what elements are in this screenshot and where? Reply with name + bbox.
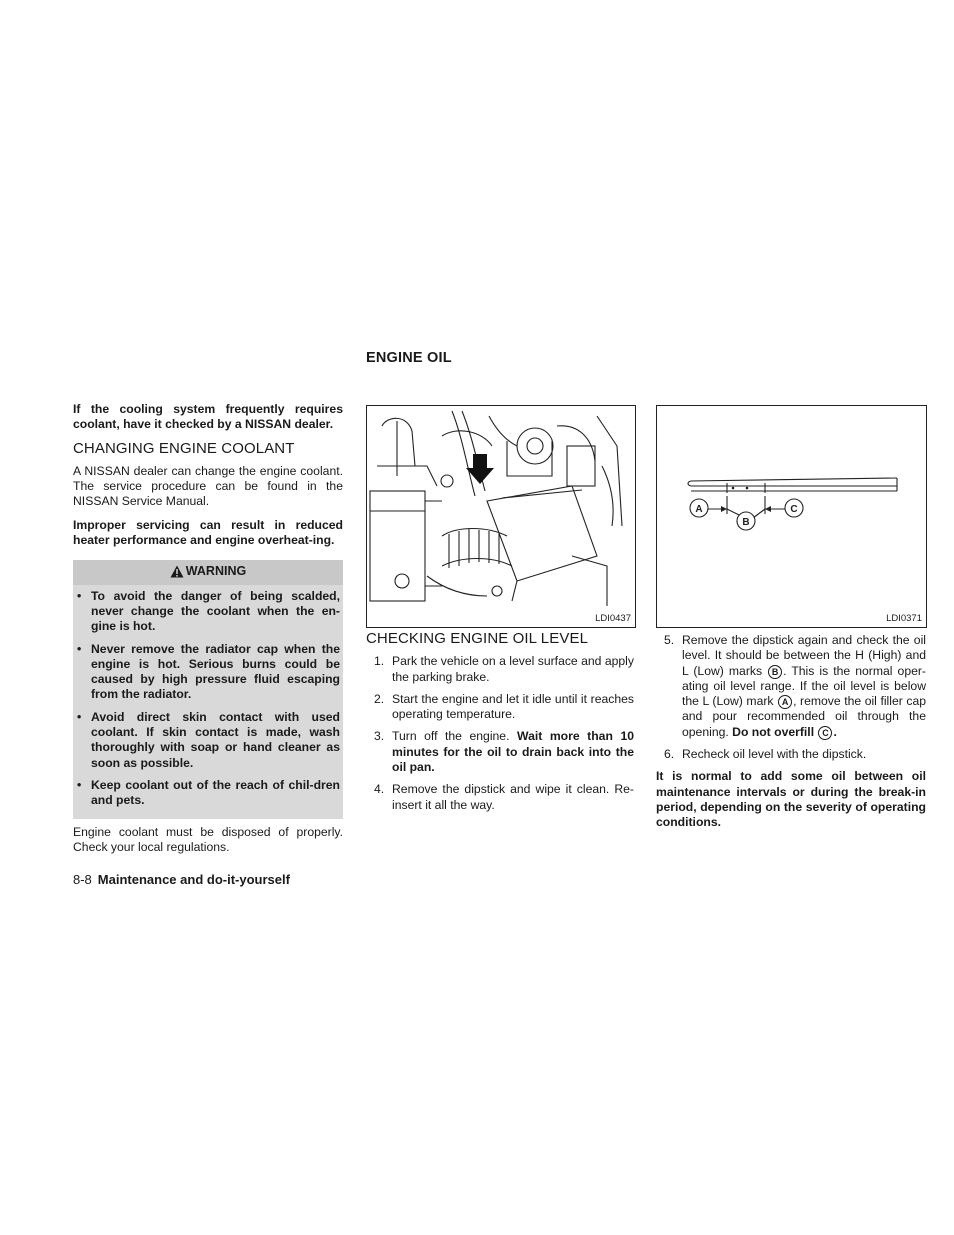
warning-bullet: • To avoid the danger of being scalded, never change the coolant when the en-gine is hot.	[77, 588, 340, 634]
right-column	[656, 633, 926, 839]
engine-oil-heading: ENGINE OIL	[366, 350, 452, 366]
improper-servicing-note: Improper servicing can result in reduced heater performance and engine overheat-ing.	[73, 517, 343, 548]
list-item: 5. Remove the dipstick again and check the oil level. It should be between the H (High) and L (Low) marks B . This is the normal oper-ating oil level range. If the oil level is below the L (Low) mark A , remove the oil filler cap and pour recommended oil through the opening. Do not overfill C .	[664, 633, 926, 739]
coolant-dealer-note: If the cooling system frequently requires coolant, have it checked by a NISSAN dealer.	[73, 402, 343, 432]
warning-bullet: • Avoid direct skin contact with used coolant. If skin contact is made, wash thoroughly with soap or hand cleaner as soon as possible.	[77, 709, 340, 770]
bullet-dot: •	[77, 588, 82, 603]
mark-c-icon: C	[818, 726, 832, 740]
figure-code-dipstick: LDI0371	[886, 613, 922, 624]
list-item: 1. Park the vehicle on a level surface and apply the parking brake.	[374, 654, 634, 684]
bullet-dot: •	[77, 641, 82, 656]
warning-triangle-icon	[170, 565, 184, 578]
list-item: 4. Remove the dipstick and wipe it clean. Re-insert it all the way.	[374, 782, 634, 812]
dipstick-label-c: C	[790, 504, 798, 515]
dipstick-illustration	[657, 406, 926, 556]
bullet-dot: •	[77, 777, 82, 792]
warning-title-text: WARNING	[185, 564, 247, 579]
oil-check-steps-continued	[656, 633, 926, 762]
dipstick-figure	[656, 405, 927, 628]
warning-box	[73, 560, 343, 818]
location-arrow-icon	[466, 454, 494, 484]
checking-oil-heading: CHECKING ENGINE OIL LEVEL	[366, 630, 589, 647]
engine-bay-figure	[366, 405, 636, 628]
break-in-oil-note: It is normal to add some oil between oil maintenance intervals or during the break-in period, depending on the severity of operating conditions.	[656, 769, 926, 830]
coolant-disposal-paragraph: Engine coolant must be disposed of properly. Check your local regulations.	[73, 824, 343, 854]
mark-b-icon: B	[768, 665, 782, 679]
middle-column	[366, 631, 634, 820]
changing-coolant-heading: CHANGING ENGINE COOLANT	[73, 439, 295, 457]
mark-a-icon: A	[778, 695, 792, 709]
oil-check-steps	[366, 654, 634, 813]
warning-title	[73, 560, 343, 584]
list-item: 6. Recheck oil level with the dipstick.	[664, 747, 867, 762]
chapter-title: Maintenance and do-it-yourself	[97, 872, 290, 887]
figure-code-engine-bay: LDI0437	[595, 613, 631, 624]
page-footer	[73, 872, 290, 887]
dipstick-label-b: B	[742, 517, 750, 528]
engine-bay-illustration	[367, 406, 635, 611]
dipstick-label-a: A	[695, 504, 703, 515]
bullet-dot: •	[77, 709, 82, 724]
coolant-dealer-paragraph: A NISSAN dealer can change the engine coolant. The service procedure can be found in the NISSAN Service Manual.	[73, 463, 343, 509]
list-item: 3. Turn off the engine. Wait more than 10 minutes for the oil to drain back into the oil pan.	[374, 729, 634, 775]
left-column	[73, 402, 343, 863]
warning-bullet: • Never remove the radiator cap when the engine is hot. Serious burns could be caused by high pressure fluid escaping from the radiator.	[77, 641, 340, 702]
warning-bullet: • Keep coolant out of the reach of chil-dren and pets.	[77, 777, 340, 808]
page-number: 8-8	[73, 872, 92, 887]
list-item: 2. Start the engine and let it idle until it reaches operating temperature.	[374, 691, 634, 722]
